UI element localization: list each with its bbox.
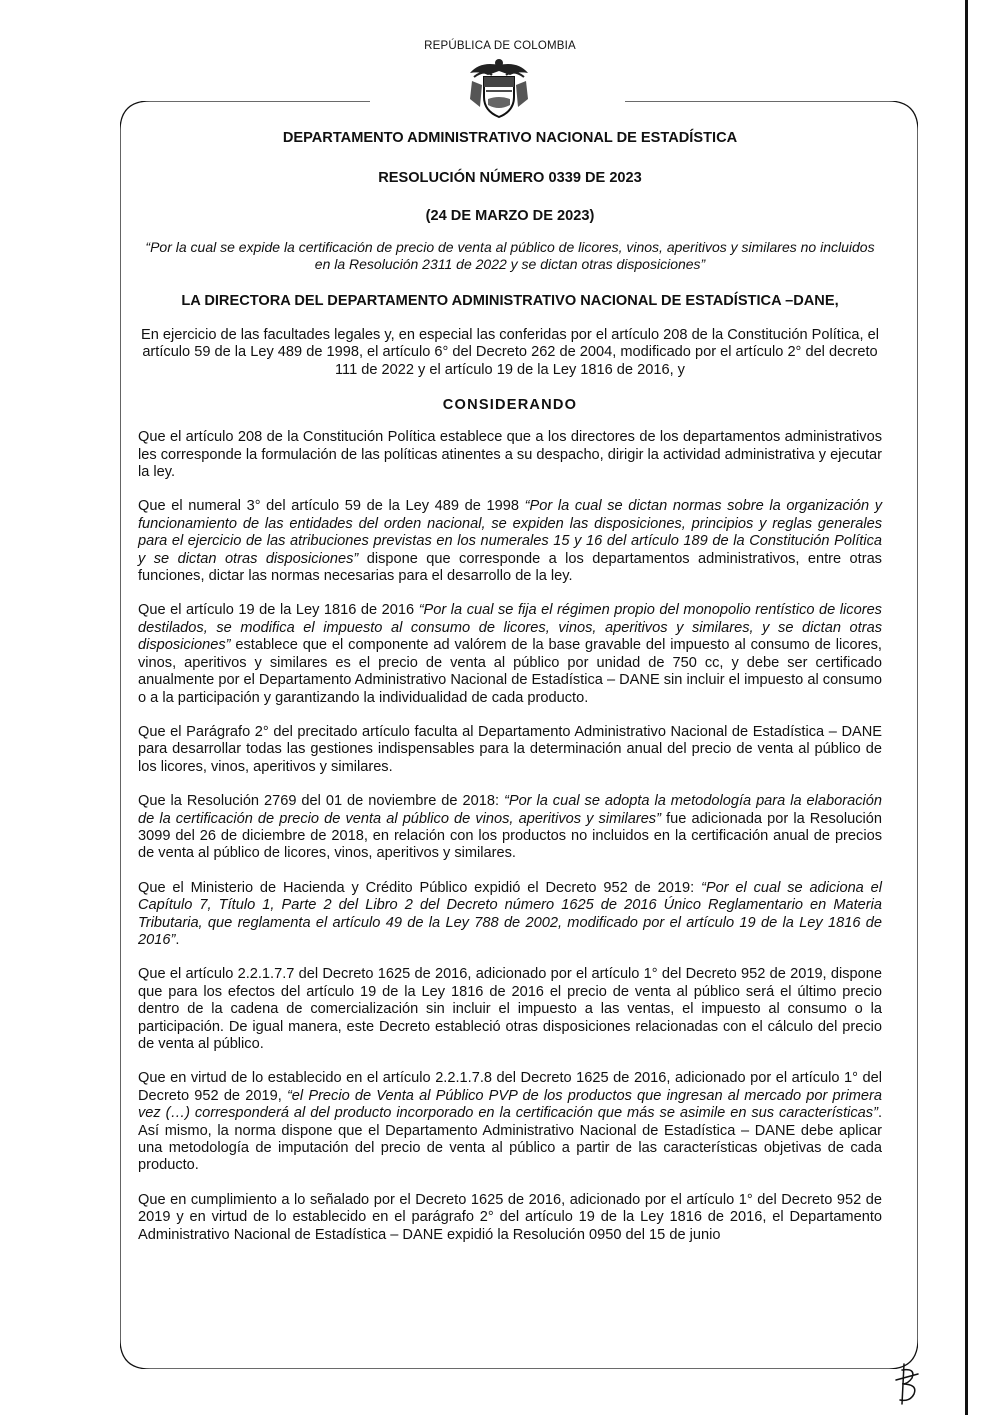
paragraph-2-text-a: Que el numeral 3° del artículo 59 de la Ley 489 de 1998 [138,498,525,515]
preamble-text: En ejercicio de las facultades legales y, en especial las conferidas por el artículo 208 de la Constitución Política, el artículo 59 de la Ley 489 de 1998, el artículo 6° del Decreto 262 de 2004, modificado por el artículo 2° del decreto 111 de 2022 y el artículo 19 de la Ley 1816 de 2016, y [141,327,879,378]
considerando-paragraph-6 [138,880,882,950]
paragraph-8-text-a: Que en virtud de lo establecido en el artículo 2.2.1.7.8 del Decreto 1625 de 2016, adicionado por el artículo 1° del Decreto 952 de 2019, [138,1070,882,1104]
directora-heading: LA DIRECTORA DEL DEPARTAMENTO ADMINISTRATIVO NACIONAL DE ESTADÍSTICA –DANE, [181,293,839,309]
paragraph-5-text-b: fue adicionada por la Resolución 3099 del 26 de diciembre de 2018, en relación con los productos no incluidos en la certificación anual de precios de venta al público de licores, vinos, aperitivos y similares. [138,810,882,862]
paragraph-3-text-b: establece que el componente ad valórem de la base gravable del impuesto al consumo de licores, vinos, aperitivos y similares es el precio de venta al público por unidad de 750 cc, y debe ser certificado anualmente por el Departamento Administrativo Nacional de Estadística – DANE sin incluir el impuesto al consumo o a la participación y garantizando la individualidad de cada producto. [138,637,882,706]
paragraph-6-text-a: Que el Ministerio de Hacienda y Crédito Público expidió el Decreto 952 de 2019: [138,879,701,896]
paragraph-3-quote: “Por la cual se fija el régimen propio del monopolio rentístico de licores destilados, se modifica el impuesto al consumo de licores, vinos, aperitivos y similares, y se dictan otras disposiciones” [138,602,882,654]
considerando-heading: CONSIDERANDO [442,397,578,414]
resolution-body [138,128,882,1244]
considerando-paragraph-9: Que en cumplimiento a lo señalado por el Decreto 1625 de 2016, adicionado por el artículo 1° del Decreto 952 de 2019 y en virtud de lo establecido en el parágrafo 2° del artículo 19 de la Ley 1816 de 2016, el Departamento Administrativo Nacional de Estadística – DANE expidió la Resolución 0950 del 15 de junio [138,1191,882,1243]
considerando-paragraph-8 [138,1070,882,1174]
considerando-paragraph-1: Que el artículo 208 de la Constitución Política establece que a los directores de los departamentos administrativos les corresponde la formulación de las políticas atinentes a su despacho, dirigir la actividad administrativa y ejecutar la ley. [138,429,882,481]
considerando-paragraph-2 [138,498,882,585]
considerando-paragraph-4: Que el Parágrafo 2° del precitado artículo faculta al Departamento Administrativo Nacional de Estadística – DANE para desarrollar todas las gestiones indispensables para la determinación anual del precio de venta al público de los licores, vinos, aperitivos y similares. [138,723,882,775]
page-edge-line [965,0,968,1415]
resolution-number: RESOLUCIÓN NÚMERO 0339 DE 2023 [378,170,642,186]
paragraph-6-text-b: . [175,931,180,948]
entity-title: DEPARTAMENTO ADMINISTRATIVO NACIONAL DE ESTADÍSTICA [282,130,738,146]
considerando-paragraph-5 [138,793,882,863]
paragraph-2-text-b: dispone que corresponde a los departamentos administrativos, entre otras funciones, dictar las normas necesarias para el desarrollo de la ley. [138,550,882,585]
considerando-paragraph-3 [138,602,882,706]
resolution-date: (24 DE MARZO DE 2023) [425,208,595,224]
handwritten-initials [890,1360,924,1408]
paragraph-8-quote: “el Precio de Venta al Público PVP de los productos que ingresan al mercado por primera vez (…) corresponderá al del producto incorporado en la certificación que más se asimile en sus características” [138,1087,882,1122]
paragraph-5-quote: “Por la cual se adopta la metodología para la elaboración de la certificación de precio de venta al público de vinos, aperitivos y similares” [138,793,882,827]
paragraph-3-text-a: Que el artículo 19 de la Ley 1816 de 2016 [138,602,419,619]
paragraph-2-quote: “Por la cual se dictan normas sobre la organización y funcionamiento de las entidades del orden nacional, se expiden las disposiciones, principios y reglas generales para el ejercicio de las atribuciones previstas en los numerales 15 y 16 del artículo 189 de la Constitución Política y se dictan otras disposiciones” [138,498,883,567]
resolution-subtitle: “Por la cual se expide la certificación de precio de venta al público de licores, vinos, aperitivos y similares no incluidos en la Resolución 2311 de 2022 y se dictan otras disposiciones” [145,239,875,272]
paragraph-6-quote: “Por el cual se adiciona el Capítulo 7, Título 1, Parte 2 del Libro 2 del Decreto número 1625 de 2016 Único Reglamentario en Materia Tributaria, que reglamenta el artículo 49 de la Ley 788 de 2002, modificado por el artículo 19 de la Ley 1816 de 2016” [138,879,882,948]
paragraph-5-text-a: Que la Resolución 2769 del 01 de noviembre de 2018: [138,793,504,810]
paragraph-8-text-b: . Así mismo, la norma dispone que el Departamento Administrativo Nacional de Estadística – DANE debe aplicar una metodología de imputación del precio de venta al público a partir de las características objetivas de cada producto. [138,1105,882,1174]
republica-header: REPÚBLICA DE COLOMBIA [424,40,576,52]
considerando-paragraph-7: Que el artículo 2.2.1.7.7 del Decreto 1625 de 2016, adicionado por el artículo 1° del Decreto 952 de 2019, dispone que para los efectos del artículo 19 de la Ley 1816 de 2016 el precio de venta al público será el último precio dentro de la cadena de comercialización sin incluir el impuesto a las ventas, el impuesto al consumo o la participación. De igual manera, este Decreto estableció otras disposiciones relacionadas con el cálculo del precio de venta al público. [138,966,882,1052]
